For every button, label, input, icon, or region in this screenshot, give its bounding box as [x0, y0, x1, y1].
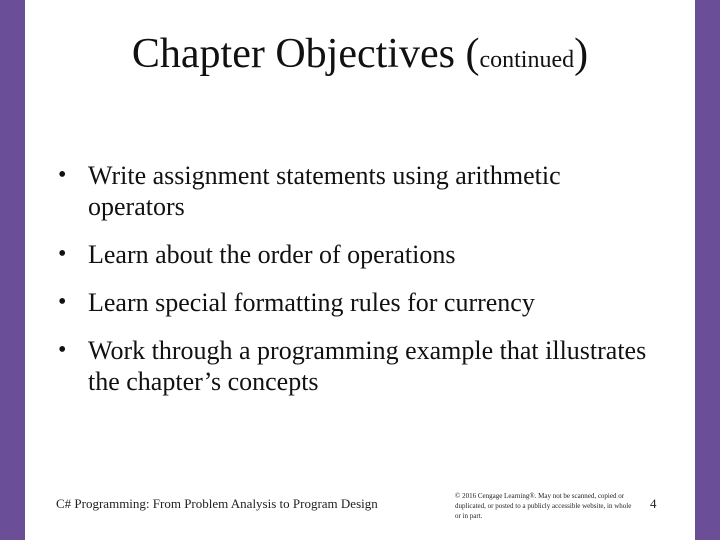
bullet-item [58, 335, 658, 397]
bullet-text: Learn special formatting rules for currency [88, 288, 535, 317]
title-main: Chapter Objectives [131, 31, 455, 77]
bullet-icon: • [58, 337, 67, 363]
bullet-item [58, 287, 658, 318]
left-side-bar [0, 0, 25, 540]
bullet-text: Work through a programming example that illustrates the chapter’s concepts [88, 336, 647, 396]
slide-title [30, 28, 690, 86]
footer-book-title: C# Programming: From Problem Analysis to Program Design [56, 496, 378, 511]
page-number: 4 [650, 496, 657, 511]
bullet-icon: • [58, 241, 67, 267]
right-side-bar [695, 0, 720, 540]
bullet-icon: • [58, 289, 67, 315]
title-paren-close: ) [574, 31, 589, 77]
title-continued: continued [479, 47, 575, 73]
bullet-item [58, 239, 658, 270]
footer-copyright: © 2016 Cengage Learning®. May not be scanned, copied or duplicated, or posted to a publicly accessible website, in whole or in part. [455, 492, 632, 520]
title-paren-open: ( [465, 31, 480, 77]
bullet-text: Write assignment statements using arithmetic operators [88, 161, 561, 221]
bullet-list [58, 160, 658, 414]
bullet-text: Learn about the order of operations [88, 240, 456, 269]
bullet-item [58, 160, 658, 222]
bullet-icon: • [58, 162, 67, 188]
